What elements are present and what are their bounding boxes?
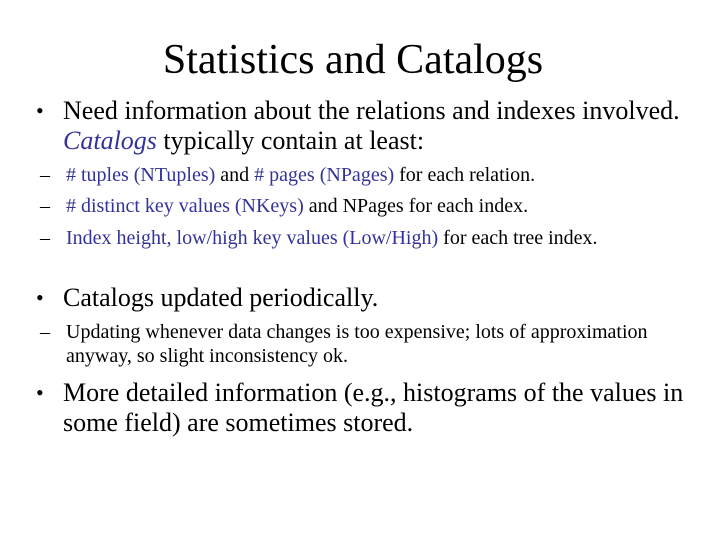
- sub-item-1-1-t1: and: [215, 164, 255, 186]
- bullet-item-3: [36, 378, 706, 438]
- index-height-term: Index height, low/high key values (Low/High): [66, 227, 439, 249]
- ntuples-term: # tuples (NTuples): [66, 164, 216, 186]
- bullet-text-2: Catalogs updated periodically.: [63, 283, 379, 312]
- sub-item-2-1: [40, 320, 655, 368]
- bullet-item-1: [36, 96, 706, 156]
- sub-item-text: [66, 194, 655, 218]
- bullet-icon: •: [36, 285, 44, 310]
- catalogs-term: Catalogs: [63, 126, 157, 155]
- npages-term: # pages (NPages): [254, 164, 395, 186]
- sub-item-text: [66, 163, 655, 187]
- dash-icon: –: [40, 227, 50, 249]
- dash-icon: –: [40, 164, 50, 186]
- bullet-icon: •: [36, 380, 44, 405]
- sub-item-1-2: [40, 194, 655, 218]
- dash-icon: –: [40, 195, 50, 217]
- sub-item-1-2-t1: and NPages for each index.: [303, 195, 529, 217]
- sub-item-1-3: [40, 226, 655, 250]
- bullet-icon: •: [36, 98, 44, 123]
- sub-item-1-1-t2: for each relation.: [394, 164, 536, 186]
- bullet-item-2: [36, 283, 706, 313]
- sub-item-text: Updating whenever data changes is too expensive; lots of approximation anyway, so slight inconsistency ok.: [66, 321, 648, 367]
- bullet-text-1: [63, 96, 706, 156]
- slide-title: Statistics and Catalogs: [162, 37, 544, 83]
- sub-item-text: [66, 226, 655, 250]
- bullet-text-3: More detailed information (e.g., histograms of the values in some field) are sometimes stored.: [63, 378, 684, 437]
- sub-item-1-1: [40, 163, 655, 187]
- nkeys-term: # distinct key values (NKeys): [66, 195, 304, 217]
- bullet-1-text-a: Need information about the relations and indexes involved.: [63, 96, 680, 125]
- dash-icon: –: [40, 321, 50, 343]
- bullet-1-text-b: typically contain at least:: [156, 126, 425, 155]
- sub-item-1-3-t1: for each tree index.: [438, 227, 598, 249]
